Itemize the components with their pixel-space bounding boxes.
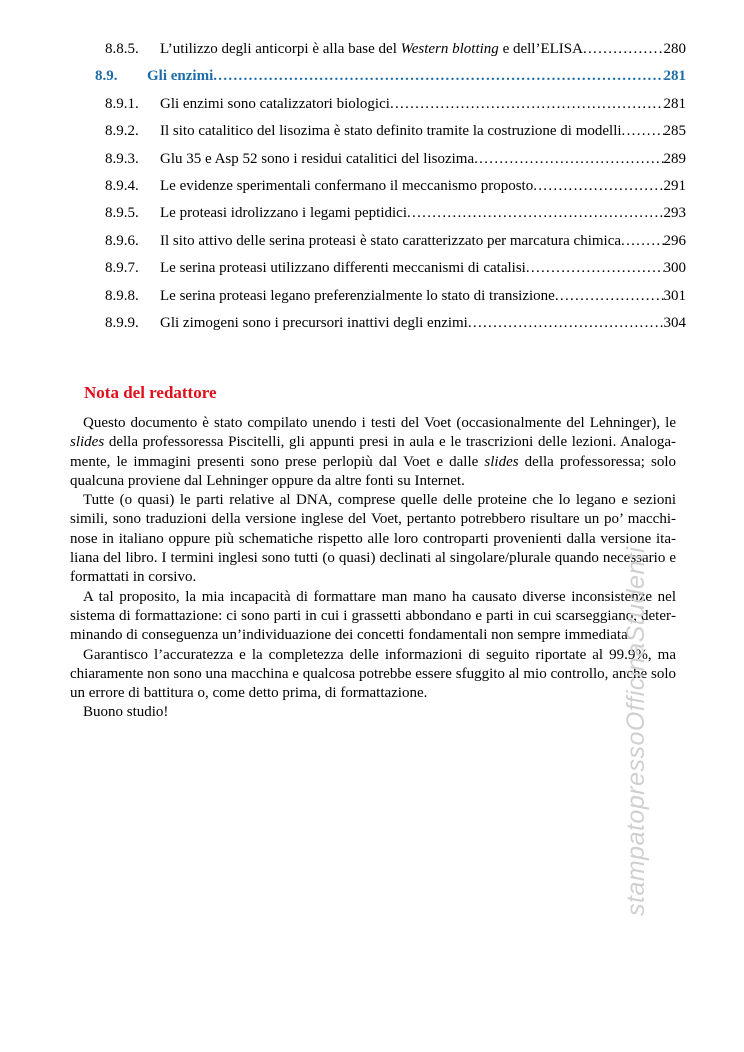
toc-entry-title: Le serina proteasi utilizzano differenti meccanismi di catalisi xyxy=(160,260,526,277)
toc-page-number: 289 xyxy=(663,150,686,167)
toc-page-number: 301 xyxy=(663,287,686,304)
toc-entry-title: Gli zimogeni sono i precursori inattivi degli enzimi xyxy=(160,315,468,332)
toc-entry xyxy=(0,228,686,255)
toc-page-number: 285 xyxy=(663,123,686,140)
toc-dot-leader xyxy=(526,255,664,282)
toc-dot-leader xyxy=(533,173,663,200)
paragraph-italic-term: slides xyxy=(484,453,519,470)
toc-entry-title: Glu 35 e Asp 52 sono i residui catalitici del lisozima xyxy=(160,150,475,167)
toc-dot-leader xyxy=(468,310,664,337)
toc-page-number: 293 xyxy=(663,205,686,222)
toc-entry-title: Gli enzimi sono catalizzatori biologici xyxy=(160,95,390,112)
toc-page-number: 280 xyxy=(663,41,686,57)
toc-page-number: 281 xyxy=(663,95,686,112)
toc-entry-number: 8.9.1. xyxy=(105,95,139,112)
toc-page-number: 300 xyxy=(663,260,686,277)
toc-entry xyxy=(0,36,686,63)
toc-entry-title xyxy=(160,36,583,63)
toc-entry xyxy=(0,255,686,282)
paragraph-italic-term: slides xyxy=(70,434,105,451)
toc-dot-leader xyxy=(555,283,664,310)
toc-entry xyxy=(0,283,686,310)
toc-title-text: e dell’ELISA xyxy=(498,41,583,57)
toc-page-number: 281 xyxy=(663,68,686,85)
toc-entry-number: 8.8.5. xyxy=(105,41,139,57)
note-paragraph: Garantisco l’accuratezza e la completezza delle informazioni di seguito riportate al 99.9%, ma chiaramente non sono una macchina e qualcosa potrebbe essere sfuggito al mio controllo, anche solo un errore di battitura o, come detto prima, di formattazione. xyxy=(70,646,676,702)
editor-note-heading: Nota del redattore xyxy=(84,383,217,402)
toc-title-italic-term: Western blotting xyxy=(400,41,499,57)
toc-entry-number: 8.9.9. xyxy=(105,315,139,332)
toc-page-number: 304 xyxy=(663,315,686,332)
toc-dot-leader xyxy=(390,91,664,118)
paragraph-text: della professoressa Piscitelli, gli appunti presi in aula e le trascrizioni delle lezioni. Analogamente, le immagini presenti sono prese perlopiù dal Voet e dalle xyxy=(70,434,676,470)
editor-note-section xyxy=(70,383,676,723)
note-paragraph xyxy=(70,414,676,491)
paragraph-text: della professoressa; solo qualcuna proviene dal Lehninger oppure da altre fonti su Internet. xyxy=(70,453,676,489)
toc-page-number: 296 xyxy=(663,232,686,249)
table-of-contents xyxy=(0,36,686,337)
toc-entry-title: Le proteasi idrolizzano i legami peptidici xyxy=(160,205,407,222)
toc-entry-title: Le serina proteasi legano preferenzialmente lo stato di transizione xyxy=(160,287,555,304)
toc-entry xyxy=(0,200,686,227)
toc-page-number: 291 xyxy=(663,178,686,195)
note-paragraph: A tal proposito, la mia incapacità di formattare man mano ha causato diverse inconsistenze nel sistema di formattazione: ci sono parti in cui i grassetti abbondano e parti in cui scarseggiano, determinando di conseguenza un’individuazione dei concetti fondamentali non sempre immediata. xyxy=(70,588,676,644)
toc-entry-number: 8.9.6. xyxy=(105,232,139,249)
toc-dot-leader xyxy=(583,36,664,63)
toc-dot-leader xyxy=(407,200,664,227)
toc-entry-number: 8.9.4. xyxy=(105,178,139,195)
toc-entry-title: Il sito attivo delle serina proteasi è stato caratterizzato per marcatura chimica xyxy=(160,232,622,249)
toc-entry-number: 8.9. xyxy=(95,68,118,85)
toc-entry xyxy=(0,310,686,337)
toc-dot-leader xyxy=(621,228,663,255)
toc-entry-number: 8.9.2. xyxy=(105,123,139,140)
note-paragraph: Tutte (o quasi) le parti relative al DNA, comprese quelle delle proteine che lo legano e sezioni simili, sono traduzioni della versione inglese del Voet, pertanto potrebbero risultare un po’ macchinose in italiano oppure più schematiche rispetto alle loro controparti provenienti dalla versione italiana del libro. I termini inglesi sono tutti (o quasi) declinati al singolare/plurale quando necessario e formattati in corsivo. xyxy=(70,492,676,586)
toc-title-text: L’utilizzo degli anticorpi è alla base del xyxy=(160,41,401,57)
toc-entry xyxy=(0,146,686,173)
toc-dot-leader xyxy=(622,118,664,145)
watermark-text: stampatopressoOfficinaStudenti xyxy=(622,546,650,916)
toc-entry xyxy=(0,91,686,118)
paragraph-text: Questo documento è stato compilato unendo i testi del Voet (occasionalmente del Lehninger), le xyxy=(83,415,676,431)
toc-entry-number: 8.9.3. xyxy=(105,150,139,167)
note-paragraph: Buono studio! xyxy=(83,704,169,721)
toc-entry-section xyxy=(0,63,686,90)
toc-entry-number: 8.9.5. xyxy=(105,205,139,222)
toc-entry-title: Il sito catalitico del lisozima è stato definito tramite la costruzione di modelli xyxy=(160,123,622,140)
toc-entry-number: 8.9.7. xyxy=(105,260,139,277)
toc-entry xyxy=(0,173,686,200)
toc-entry-title: Gli enzimi xyxy=(147,68,214,85)
toc-entry-title: Le evidenze sperimentali confermano il meccanismo proposto xyxy=(160,178,534,195)
toc-entry xyxy=(0,118,686,145)
toc-dot-leader xyxy=(213,63,663,90)
toc-dot-leader xyxy=(474,146,663,173)
toc-entry-number: 8.9.8. xyxy=(105,287,139,304)
